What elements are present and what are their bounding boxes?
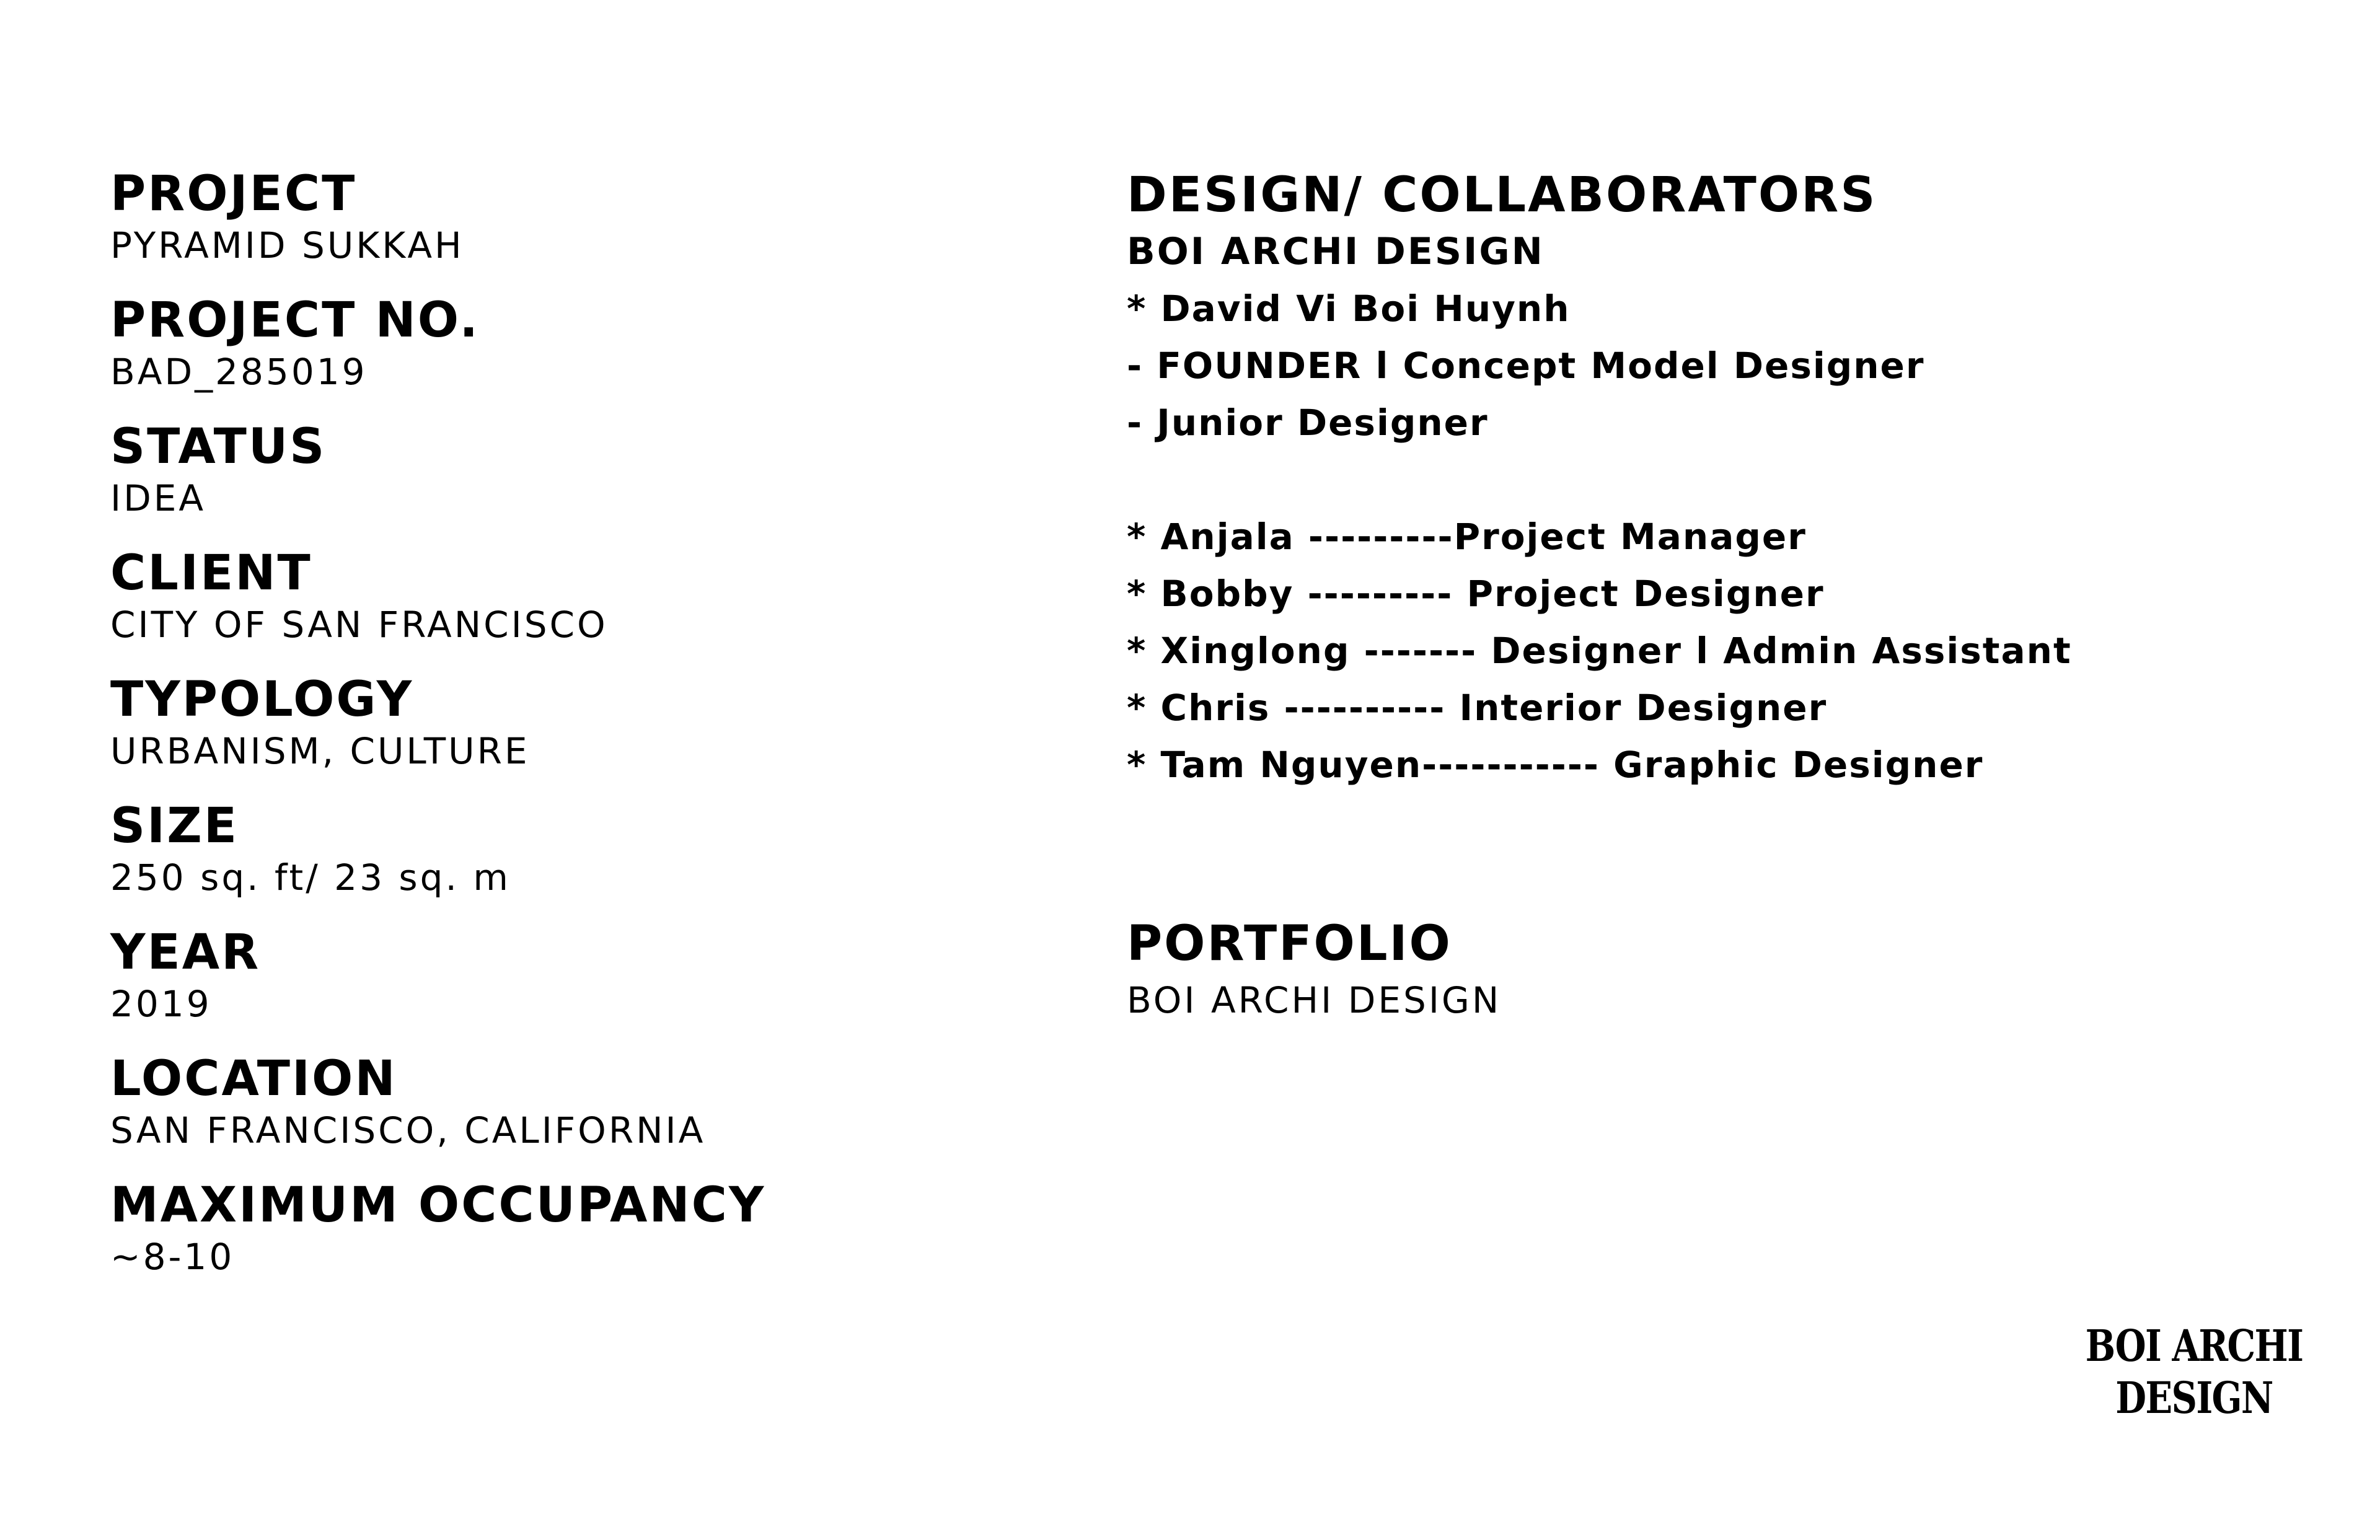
max-occupancy-value: ~8-10: [110, 1236, 235, 1278]
founder-role-secondary: - Junior Designer: [1127, 402, 1489, 444]
logo-line-2: DESIGN: [2115, 1372, 2273, 1423]
year-label: YEAR: [110, 925, 261, 980]
location-label: LOCATION: [110, 1051, 397, 1107]
project-no-field: [110, 293, 1040, 419]
portfolio-value: BOI ARCHI DESIGN: [1127, 979, 1502, 1021]
founder-name: * David Vi Boi Huynh: [1127, 288, 1571, 330]
project-no-value: BAD_285019: [110, 351, 368, 393]
section-spacer: [1127, 451, 2304, 508]
client-value: CITY OF SAN FRANCISCO: [110, 604, 608, 646]
status-field: [110, 419, 1040, 545]
portfolio-heading: PORTFOLIO: [1127, 916, 1452, 972]
project-info-column: [110, 166, 1040, 1304]
location-field: [110, 1051, 1040, 1177]
size-field: [110, 798, 1040, 925]
collaborators-heading: DESIGN/ COLLABORATORS: [1127, 167, 1877, 223]
project-label: PROJECT: [110, 166, 357, 222]
typology-field: [110, 672, 1040, 798]
location-value: SAN FRANCISCO, CALIFORNIA: [110, 1109, 706, 1151]
team-member-chris: * Chris ---------- Interior Designer: [1127, 687, 1828, 729]
client-field: [110, 545, 1040, 672]
firm-name: BOI ARCHI DESIGN: [1127, 230, 1545, 273]
size-label: SIZE: [110, 798, 239, 854]
team-member-xinglong: * Xinglong ------- Designer l Admin Assistant: [1127, 630, 2072, 672]
project-value: PYRAMID SUKKAH: [110, 224, 464, 266]
team-member-tam-nguyen: * Tam Nguyen----------- Graphic Designer: [1127, 744, 1984, 786]
typology-value: URBANISM, CULTURE: [110, 730, 530, 772]
founder-role: - FOUNDER l Concept Model Designer: [1127, 345, 1925, 387]
status-label: STATUS: [110, 419, 327, 475]
max-occupancy-field: [110, 1177, 1040, 1304]
size-value: 250 sq. ft/ 23 sq. m: [110, 856, 511, 899]
portfolio-section: [1127, 916, 2056, 1029]
client-label: CLIENT: [110, 545, 312, 601]
collaborators-column: [1127, 167, 2304, 793]
team-member-bobby: * Bobby --------- Project Designer: [1127, 573, 1825, 615]
year-field: [110, 925, 1040, 1051]
status-value: IDEA: [110, 477, 206, 519]
project-field: [110, 166, 1040, 293]
max-occupancy-label: MAXIMUM OCCUPANCY: [110, 1177, 766, 1233]
logo-line-1: BOI ARCHI: [2085, 1320, 2303, 1371]
project-no-label: PROJECT NO.: [110, 293, 480, 348]
year-value: 2019: [110, 983, 212, 1025]
team-member-anjala: * Anjala ---------Project Manager: [1127, 516, 1807, 558]
typology-label: TYPOLOGY: [110, 672, 414, 728]
boi-archi-design-logo: [2067, 1320, 2321, 1424]
